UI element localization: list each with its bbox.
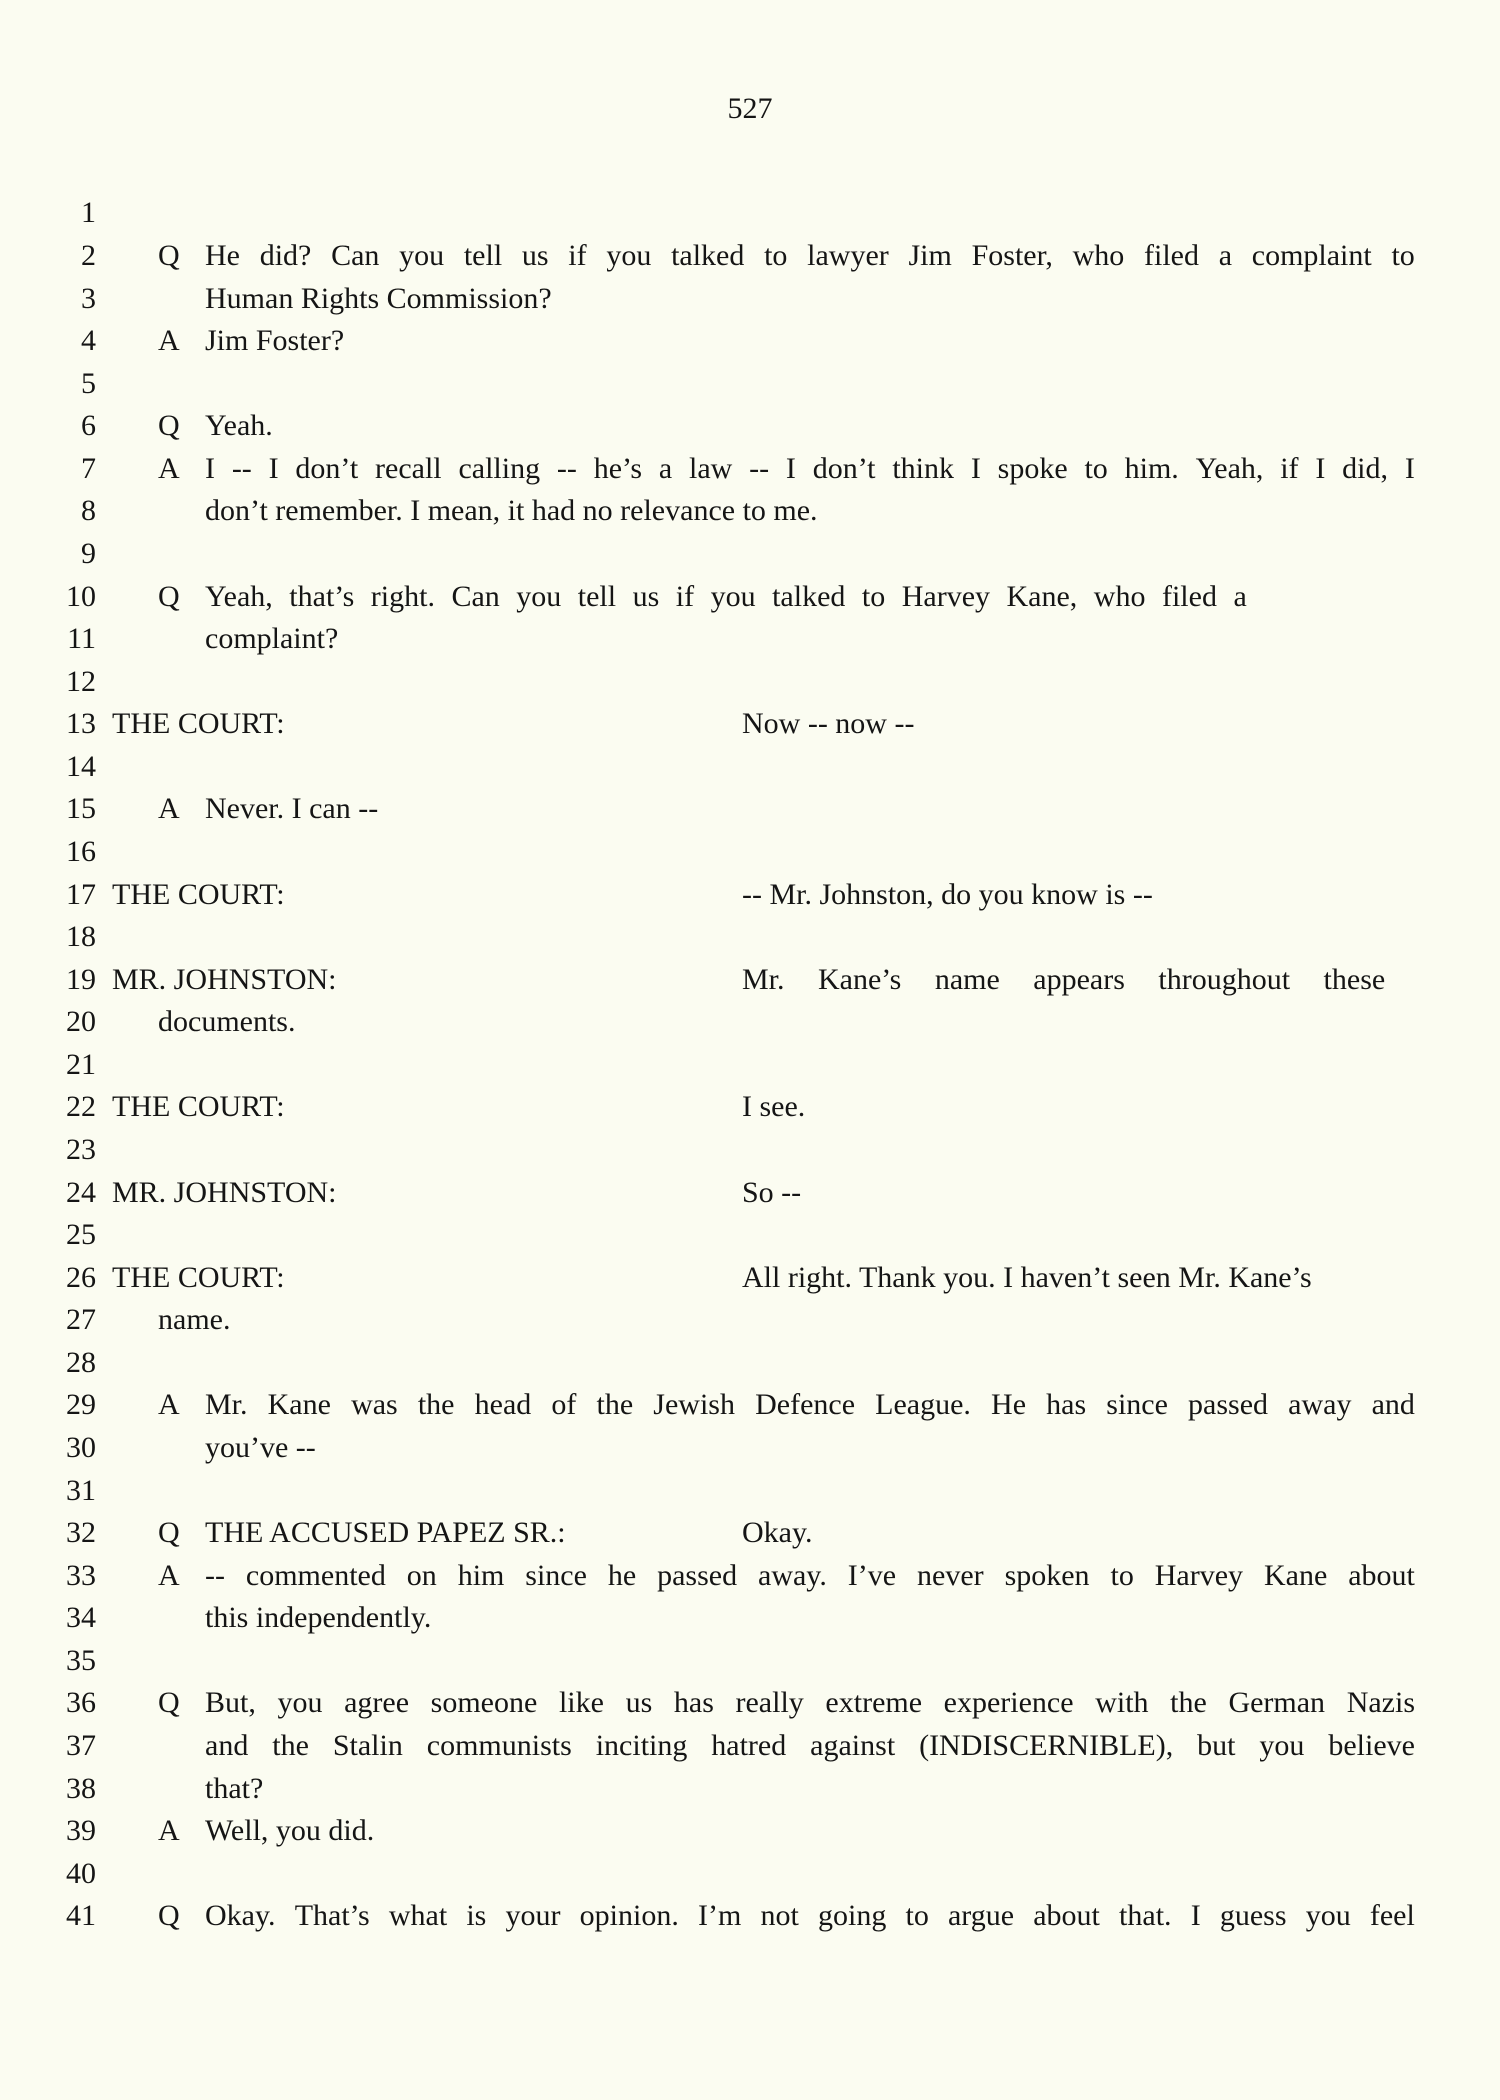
line-number: 21	[66, 1048, 96, 1081]
answer-text: -- commented on him since he passed away. I’ve never spoken to Harvey Kane about	[205, 1559, 1415, 1592]
line-number: 11	[67, 622, 96, 655]
answer-text: Well, you did.	[205, 1814, 375, 1847]
answer-marker: A	[158, 1559, 180, 1592]
line-number: 29	[66, 1388, 96, 1421]
line-number: 31	[66, 1474, 96, 1507]
speaker-text: Now -- now --	[742, 707, 915, 740]
line-number: 26	[66, 1261, 96, 1294]
answer-text: I -- I don’t recall calling -- he’s a law -- I don’t think I spoke to him. Yeah, if I did, I	[205, 452, 1415, 485]
line-number: 32	[66, 1516, 96, 1549]
line-number: 24	[66, 1176, 96, 1209]
speaker-text: Mr. Kane’s name appears throughout these	[742, 963, 1386, 996]
speaker-text: -- Mr. Johnston, do you know is --	[742, 878, 1153, 911]
question-text: and the Stalin communists inciting hatred against (INDISCERNIBLE), but you believe	[205, 1729, 1415, 1762]
question-text: But, you agree someone like us has really extreme experience with the German Nazis	[205, 1686, 1415, 1719]
line-number: 27	[66, 1303, 96, 1336]
question-marker: Q	[158, 1516, 180, 1549]
answer-text: Never. I can --	[205, 792, 379, 825]
speaker-label: THE COURT:	[112, 878, 285, 911]
line-number: 25	[66, 1218, 96, 1251]
page-number: 527	[727, 92, 773, 125]
question-marker: Q	[158, 1899, 180, 1932]
speaker-text: So --	[742, 1176, 802, 1209]
answer-marker: A	[158, 452, 180, 485]
answer-marker: A	[158, 1388, 180, 1421]
line-number: 28	[66, 1346, 96, 1379]
question-marker: Q	[158, 409, 180, 442]
line-number: 37	[66, 1729, 96, 1762]
speaker-label: THE ACCUSED PAPEZ SR.:	[205, 1516, 566, 1549]
line-number: 33	[66, 1559, 96, 1592]
question-text: complaint?	[205, 622, 339, 655]
line-number: 34	[66, 1601, 96, 1634]
speaker-text: Okay.	[742, 1516, 813, 1549]
question-marker: Q	[158, 1686, 180, 1719]
line-number: 18	[66, 920, 96, 953]
line-number: 35	[66, 1644, 96, 1677]
line-number: 14	[66, 750, 96, 783]
line-number: 2	[81, 239, 96, 272]
line-number: 17	[66, 878, 96, 911]
answer-text: this independently.	[205, 1601, 432, 1634]
answer-text: Jim Foster?	[205, 324, 345, 357]
answer-marker: A	[158, 1814, 180, 1847]
question-marker: Q	[158, 239, 180, 272]
answer-text: Mr. Kane was the head of the Jewish Defence League. He has since passed away and	[205, 1388, 1415, 1421]
line-number: 5	[81, 367, 96, 400]
speaker-label: THE COURT:	[112, 1090, 285, 1123]
question-text: Human Rights Commission?	[205, 282, 552, 315]
line-number: 10	[66, 580, 96, 613]
question-text: that?	[205, 1772, 264, 1805]
line-number: 9	[81, 537, 96, 570]
line-number: 13	[66, 707, 96, 740]
line-number: 30	[66, 1431, 96, 1464]
line-number: 8	[81, 494, 96, 527]
line-number: 20	[66, 1005, 96, 1038]
answer-marker: A	[158, 324, 180, 357]
line-number: 23	[66, 1133, 96, 1166]
line-number: 22	[66, 1090, 96, 1123]
question-marker: Q	[158, 580, 180, 613]
line-number: 38	[66, 1772, 96, 1805]
speaker-text: documents.	[158, 1005, 296, 1038]
question-text: Yeah, that’s right. Can you tell us if you talked to Harvey Kane, who filed a	[205, 580, 1247, 613]
line-number: 41	[66, 1899, 96, 1932]
speaker-text: All right. Thank you. I haven’t seen Mr. Kane’s	[742, 1261, 1312, 1294]
line-number: 15	[66, 792, 96, 825]
line-number: 19	[66, 963, 96, 996]
line-number: 6	[81, 409, 96, 442]
line-number: 39	[66, 1814, 96, 1847]
line-number: 16	[66, 835, 96, 868]
speaker-label: MR. JOHNSTON:	[112, 1176, 337, 1209]
question-text: Okay. That’s what is your opinion. I’m not going to argue about that. I guess you feel	[205, 1899, 1415, 1932]
line-number: 3	[81, 282, 96, 315]
speaker-text: name.	[158, 1303, 231, 1336]
speaker-label: THE COURT:	[112, 707, 285, 740]
question-text: Yeah.	[205, 409, 273, 442]
line-number: 1	[81, 196, 96, 229]
line-number: 36	[66, 1686, 96, 1719]
speaker-text: I see.	[742, 1090, 806, 1123]
line-number: 4	[81, 324, 96, 357]
answer-text: don’t remember. I mean, it had no relevance to me.	[205, 494, 818, 527]
question-text: He did? Can you tell us if you talked to lawyer Jim Foster, who filed a complaint to	[205, 239, 1415, 272]
line-number: 40	[66, 1857, 96, 1890]
answer-text: you’ve --	[205, 1431, 316, 1464]
speaker-label: MR. JOHNSTON:	[112, 963, 337, 996]
speaker-label: THE COURT:	[112, 1261, 285, 1294]
line-number: 7	[81, 452, 96, 485]
answer-marker: A	[158, 792, 180, 825]
line-number: 12	[66, 665, 96, 698]
